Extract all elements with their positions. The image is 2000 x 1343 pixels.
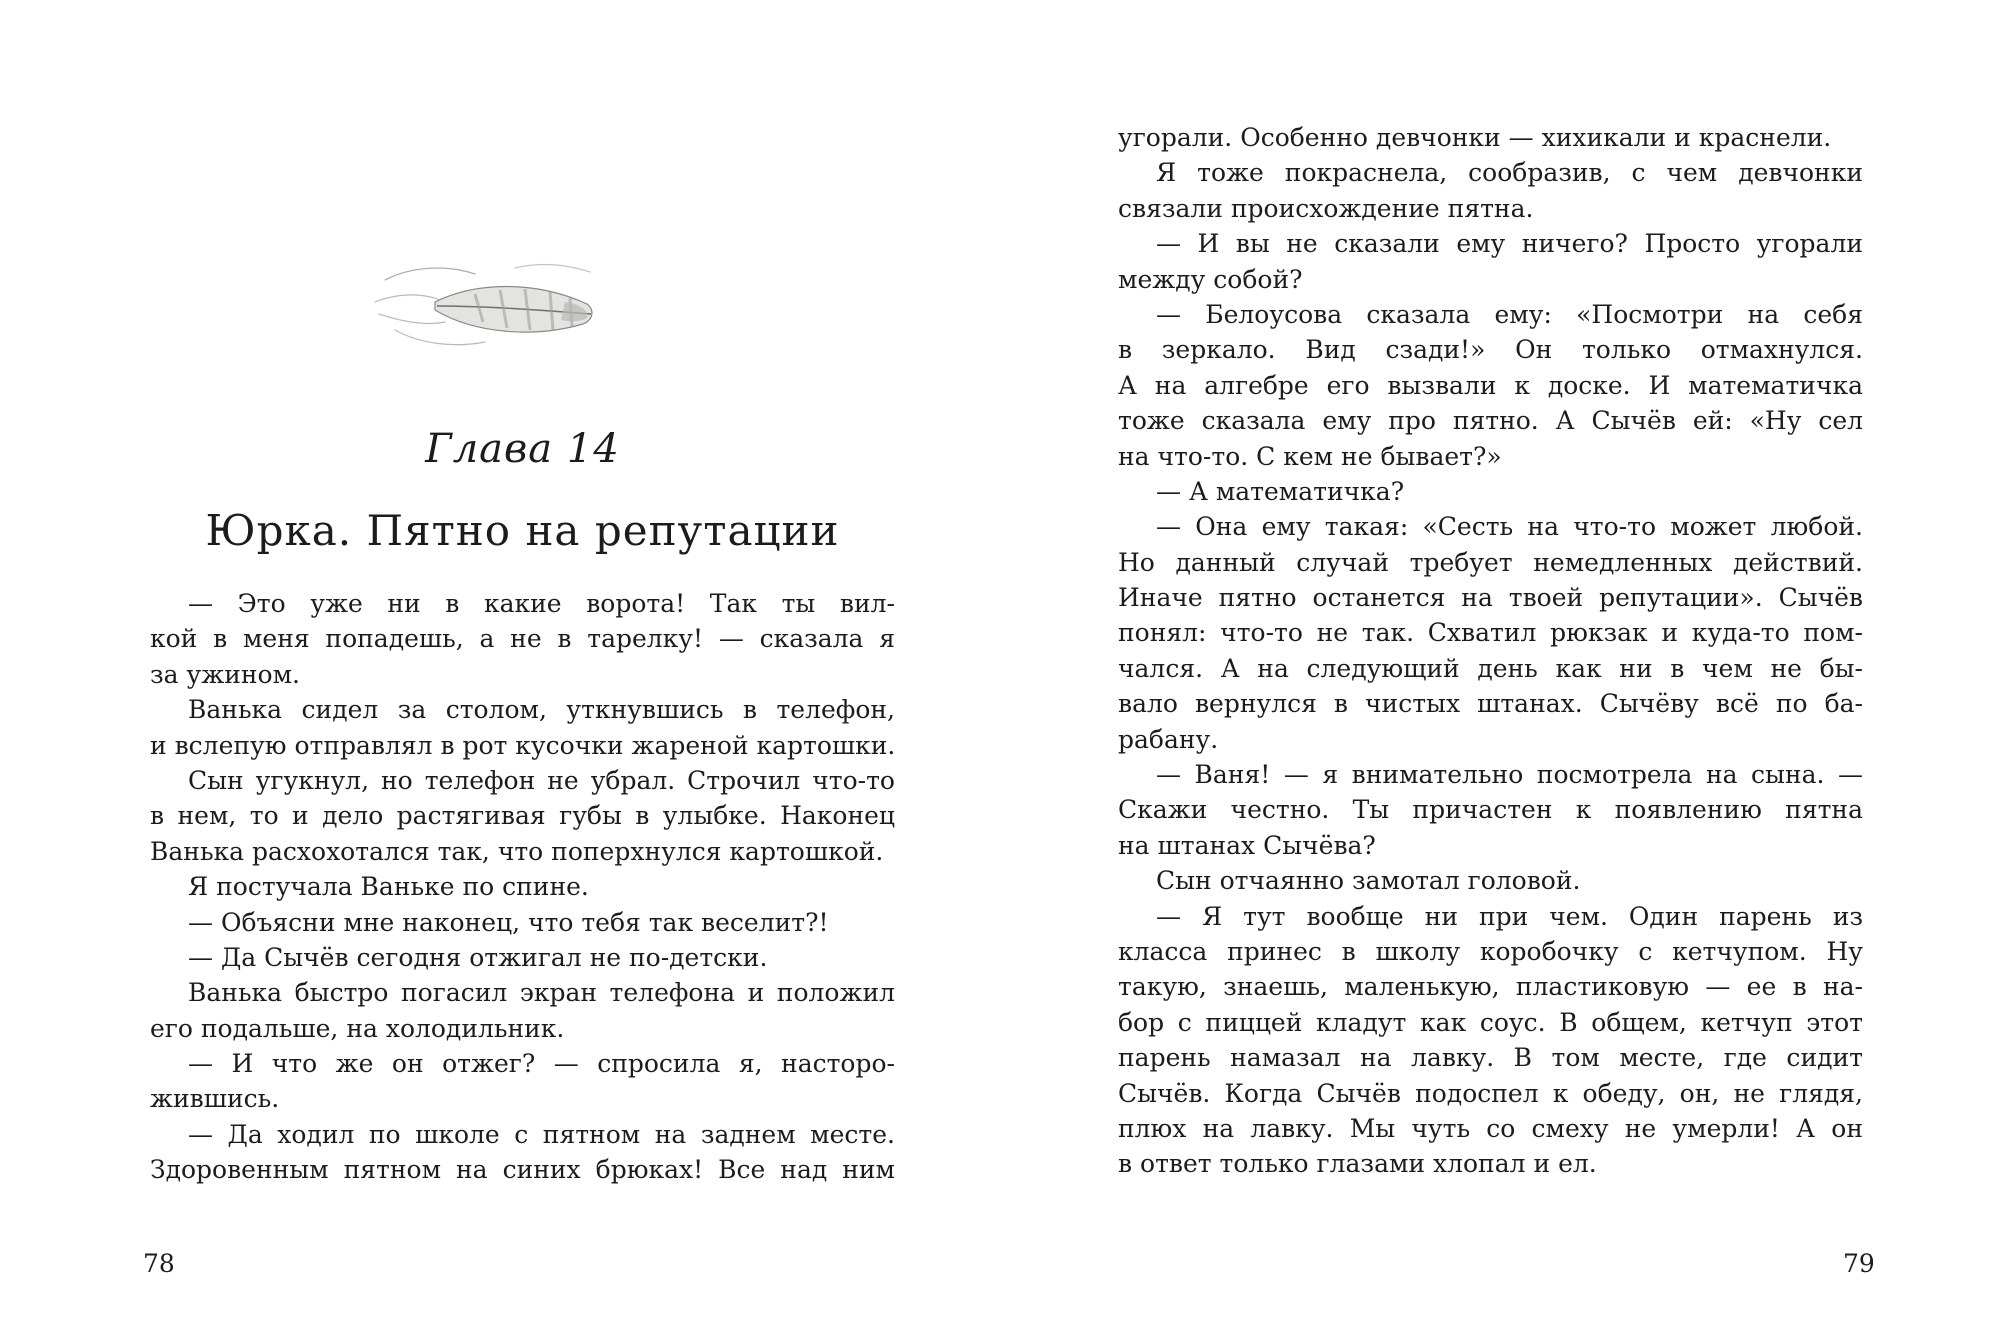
text-line: Сын угукнул, но телефон не убрал. Строчил что-то xyxy=(188,765,895,795)
text-line: и вслепую отправлял в рот кусочки жареной картошки. xyxy=(150,730,896,760)
text-line: его подальше, на холодильник. xyxy=(150,1013,565,1043)
text-line: на что-то. С кем не бывает?» xyxy=(1118,441,1502,471)
text-line: Но данный случай требует немедленных действий. xyxy=(1118,547,1863,577)
text-line: — Ваня! — я внимательно посмотрела на сына. — xyxy=(1156,760,1863,790)
text-line: в ответ только глазами хлопал и ел. xyxy=(1118,1149,1597,1179)
text-line: понял: что-то не так. Схватил рюкзак и куда-то пом- xyxy=(1118,618,1863,648)
text-line: Здоровенным пятном на синих брюках! Все над ним xyxy=(150,1155,895,1185)
page-number: 78 xyxy=(143,1249,175,1278)
text-line: между собой? xyxy=(1118,264,1303,294)
text-line: — И что же он отжег? — спросила я, насторо- xyxy=(188,1049,895,1079)
text-line: — Объясни мне наконец, что тебя так веселит?! xyxy=(188,907,829,937)
chapter-number: Глава 14 xyxy=(425,426,620,472)
text-line: угорали. Особенно девчонки — хихикали и краснели. xyxy=(1118,123,1832,152)
text-line: Иначе пятно останется на твоей репутации». Сычёв xyxy=(1118,583,1863,613)
text-line: в зеркало. Вид сзади!» Он только отмахнулся. xyxy=(1118,335,1863,365)
text-line: Я постучала Ваньке по спине. xyxy=(188,872,589,902)
text-line: — Да Сычёв сегодня отжигал не по-детски. xyxy=(188,942,768,972)
text-line: за ужином. xyxy=(150,659,300,689)
right-page-body xyxy=(1118,120,1863,1182)
text-line: кой в меня попадешь, а не в тарелку! — сказала я xyxy=(150,624,895,654)
text-line: на штанах Сычёва? xyxy=(1118,830,1376,860)
text-line: — И вы не сказали ему ничего? Просто угорали xyxy=(1156,229,1863,259)
text-line: Сычёв. Когда Сычёв подоспел к обеду, он, не глядя, xyxy=(1118,1078,1863,1108)
text-line: Скажи честно. Ты причастен к появлению пятна xyxy=(1118,795,1863,825)
text-line: бор с пиццей кладут как соус. В общем, кетчуп этот xyxy=(1118,1007,1863,1037)
text-line: — Это уже ни в какие ворота! Так ты вил- xyxy=(188,589,895,618)
feather-icon xyxy=(365,252,610,362)
text-line: — Я тут вообще ни при чем. Один парень из xyxy=(1156,901,1863,931)
text-line: Ванька расхохотался так, что поперхнулся картошкой. xyxy=(150,836,884,866)
left-page-body xyxy=(150,586,895,1188)
text-line: А на алгебре его вызвали к доске. И математичка xyxy=(1118,370,1863,400)
right-page xyxy=(1000,0,2000,1343)
text-line: — Она ему такая: «Сесть на что-то может любой. xyxy=(1156,512,1863,542)
text-line: рабану. xyxy=(1118,724,1219,754)
text-line: тоже сказала ему про пятно. А Сычёв ей: «Ну сел xyxy=(1118,406,1863,436)
text-line: — Белоусова сказала ему: «Посмотри на себя xyxy=(1156,299,1863,329)
text-line: Ванька быстро погасил экран телефона и положил xyxy=(188,978,895,1008)
text-line: Сын отчаянно замотал головой. xyxy=(1156,866,1581,896)
text-line: класса принес в школу коробочку с кетчупом. Ну xyxy=(1118,936,1863,966)
text-line: в нем, то и дело растягивая губы в улыбке. Наконец xyxy=(150,801,895,831)
text-line: жившись. xyxy=(150,1084,280,1114)
text-line: связали происхождение пятна. xyxy=(1118,193,1534,223)
page-number: 79 xyxy=(1843,1249,1875,1278)
text-line: Ванька сидел за столом, уткнувшись в телефон, xyxy=(188,695,895,725)
text-line: вало вернулся в чистых штанах. Сычёву всё по ба- xyxy=(1118,689,1863,719)
text-line: парень намазал на лавку. В том месте, где сидит xyxy=(1118,1043,1863,1073)
text-line: плюх на лавку. Мы чуть со смеху не умерли! А он xyxy=(1118,1113,1863,1143)
text-line: — Да ходил по школе с пятном на заднем месте. xyxy=(188,1119,895,1149)
chapter-title: Юрка. Пятно на репутации xyxy=(205,506,840,555)
text-line: такую, знаешь, маленькую, пластиковую — ее в на- xyxy=(1118,972,1863,1002)
text-line: чался. А на следующий день как ни в чем не бы- xyxy=(1118,653,1863,683)
text-line: — А математичка? xyxy=(1156,476,1405,506)
text-line: Я тоже покраснела, сообразив, с чем девчонки xyxy=(1156,158,1863,188)
